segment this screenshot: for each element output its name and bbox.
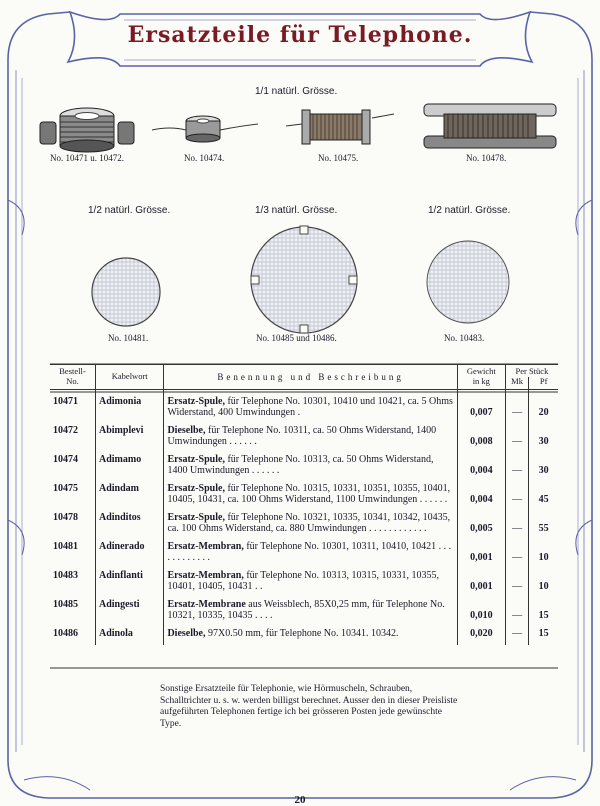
- caption-10474: No. 10474.: [184, 153, 225, 163]
- codeword: Adindam: [95, 483, 163, 506]
- item-detail: für Telephone No. 10301, 10311, 10410, 10421 . . . . . . . . . . . .: [167, 540, 452, 564]
- weight: 0,001: [457, 570, 505, 593]
- codeword: Adinola: [95, 628, 163, 640]
- item-detail: für Telephone No. 10311, ca. 50 Ohms Widerstand, 1400 Umwindungen . . . . . .: [167, 424, 437, 448]
- codeword: Adingesti: [95, 599, 163, 622]
- table-row: [50, 454, 558, 477]
- price-mk: —: [505, 570, 529, 593]
- weight: 0,004: [457, 483, 505, 506]
- description: [164, 628, 457, 640]
- price-mk: —: [505, 454, 529, 477]
- spool-10474-image: [152, 116, 258, 142]
- item-detail: für Telephone No. 10313, ca. 50 Ohms Widerstand, 1400 Umwindungen . . . . . .: [167, 453, 434, 477]
- codeword: Adimamo: [95, 454, 163, 477]
- price-pf: 15: [529, 628, 558, 640]
- price-mk: —: [505, 512, 529, 535]
- description: [164, 483, 457, 506]
- description: [164, 599, 457, 622]
- caption-10475: No. 10475.: [318, 153, 359, 163]
- item-name: Ersatz-Spule,: [167, 482, 225, 494]
- table-header-row: [50, 365, 558, 377]
- membrane-10483-image: [427, 241, 509, 323]
- weight: 0,004: [457, 454, 505, 477]
- price-mk: —: [505, 425, 529, 448]
- item-name: Dieselbe,: [167, 424, 206, 436]
- page-title: Ersatzteile für Telephone.: [127, 22, 473, 48]
- description: [164, 454, 457, 477]
- scale-label-top: 1/1 natürl. Grösse.: [255, 86, 338, 97]
- header-codeword: Kabelwort: [95, 365, 163, 390]
- price-pf: 20: [529, 396, 558, 419]
- order-number: 10478: [53, 511, 78, 523]
- caption-10483: No. 10483.: [444, 333, 485, 343]
- weight: 0,001: [457, 541, 505, 564]
- weight: 0,008: [457, 425, 505, 448]
- weight: 0,005: [457, 512, 505, 535]
- order-number: 10486: [53, 627, 78, 639]
- item-name: Ersatz-Membrane: [167, 598, 246, 610]
- table-row: [50, 599, 558, 622]
- header-mk: Mk: [505, 377, 529, 389]
- spool-10475-image: [286, 110, 394, 144]
- caption-10485: No. 10485 und 10486.: [256, 333, 337, 343]
- weight: 0,007: [457, 396, 505, 419]
- price-pf: 45: [529, 483, 558, 506]
- item-name: Ersatz-Spule,: [167, 511, 225, 523]
- spool-10478-image: [424, 104, 556, 148]
- scale-label-left: 1/2 natürl. Grösse.: [88, 205, 171, 216]
- membrane-10485-image: [251, 226, 357, 333]
- description: [164, 425, 457, 448]
- caption-10471: No. 10471 u. 10472.: [50, 153, 124, 163]
- item-name: Ersatz-Membran,: [167, 569, 244, 581]
- weight: 0,010: [457, 599, 505, 622]
- table-row: [50, 541, 558, 564]
- description: [164, 396, 457, 419]
- price-mk: —: [505, 396, 529, 419]
- item-detail: 97X0.50 mm, für Telephone No. 10341. 10342.: [205, 627, 399, 639]
- header-pf: Pf: [529, 377, 558, 389]
- weight: 0,020: [457, 628, 505, 640]
- codeword: Abimplevi: [95, 425, 163, 448]
- item-name: Dieselbe,: [167, 627, 206, 639]
- header-weight: Gewicht in kg: [457, 365, 505, 390]
- item-detail: für Telephone No. 10313, 10315, 10331, 10355, 10401, 10405, 10431 . .: [167, 569, 440, 593]
- price-mk: —: [505, 628, 529, 640]
- order-number: 10471: [53, 395, 78, 407]
- item-name: Ersatz-Spule,: [167, 453, 225, 465]
- item-detail: für Telephone No. 10301, 10410 und 10421, ca. 5 Ohms Widerstand, 400 Umwindungen .: [167, 395, 453, 419]
- item-detail: für Telephone No. 10321, 10335, 10341, 10342, 10435, ca. 100 Ohms Widerstand, ca. 880 Umwindungen . . . . . . . . . . . .: [167, 511, 451, 535]
- description: [164, 512, 457, 535]
- footnote: Sonstige Ersatzteile für Telephonie, wie Hörmuscheln, Schrauben, Schalltrichter u. s. w. werden billigst berechnet. Ausser den in dieser Preisliste aufgeführten Telephonen fertige ich bei grösseren Posten jede gewünschte Type.: [160, 684, 458, 729]
- spool-10471-image: [40, 108, 134, 152]
- table-row: [50, 512, 558, 535]
- page-number: 20: [294, 794, 306, 806]
- description: [164, 570, 457, 593]
- header-per-piece: Per Stück: [505, 365, 558, 377]
- price-mk: —: [505, 599, 529, 622]
- price-pf: 30: [529, 425, 558, 448]
- table-row: [50, 425, 558, 448]
- scale-label-right: 1/2 natürl. Grösse.: [428, 205, 511, 216]
- codeword: Adimonia: [95, 396, 163, 419]
- description: [164, 541, 457, 564]
- codeword: Adinerado: [95, 541, 163, 564]
- header-description: Benennung und Beschreibung: [164, 365, 457, 390]
- price-mk: —: [505, 541, 529, 564]
- item-detail: für Telephone No. 10315, 10331, 10351, 10355, 10401, 10405, 10431, ca. 100 Ohms Widerstand, 1100 Umwindungen . . . . . .: [167, 482, 451, 506]
- item-detail: aus Weissblech, 85X0,25 mm, für Telephone No. 10321, 10335, 10435 . . . .: [167, 598, 445, 622]
- order-number: 10485: [53, 598, 78, 610]
- order-number: 10472: [53, 424, 78, 436]
- header-order-no: Bestell- No.: [50, 365, 95, 390]
- table-row: [50, 483, 558, 506]
- membrane-10481-image: [92, 258, 160, 326]
- table-row: [50, 570, 558, 593]
- scale-label-middle: 1/3 natürl. Grösse.: [255, 205, 338, 216]
- item-name: Ersatz-Membran,: [167, 540, 244, 552]
- order-number: 10481: [53, 540, 78, 552]
- order-number: 10483: [53, 569, 78, 581]
- caption-10478: No. 10478.: [466, 153, 507, 163]
- price-pf: 55: [529, 512, 558, 535]
- codeword: Adinflanti: [95, 570, 163, 593]
- order-number: 10474: [53, 453, 78, 465]
- table-row: [50, 396, 558, 419]
- price-pf: 15: [529, 599, 558, 622]
- order-number: 10475: [53, 482, 78, 494]
- caption-10481: No. 10481.: [108, 333, 149, 343]
- item-name: Ersatz-Spule,: [167, 395, 225, 407]
- parts-table: [50, 364, 558, 645]
- price-mk: —: [505, 483, 529, 506]
- price-pf: 10: [529, 541, 558, 564]
- codeword: Adinditos: [95, 512, 163, 535]
- price-pf: 30: [529, 454, 558, 477]
- table-row: [50, 628, 558, 640]
- price-pf: 10: [529, 570, 558, 593]
